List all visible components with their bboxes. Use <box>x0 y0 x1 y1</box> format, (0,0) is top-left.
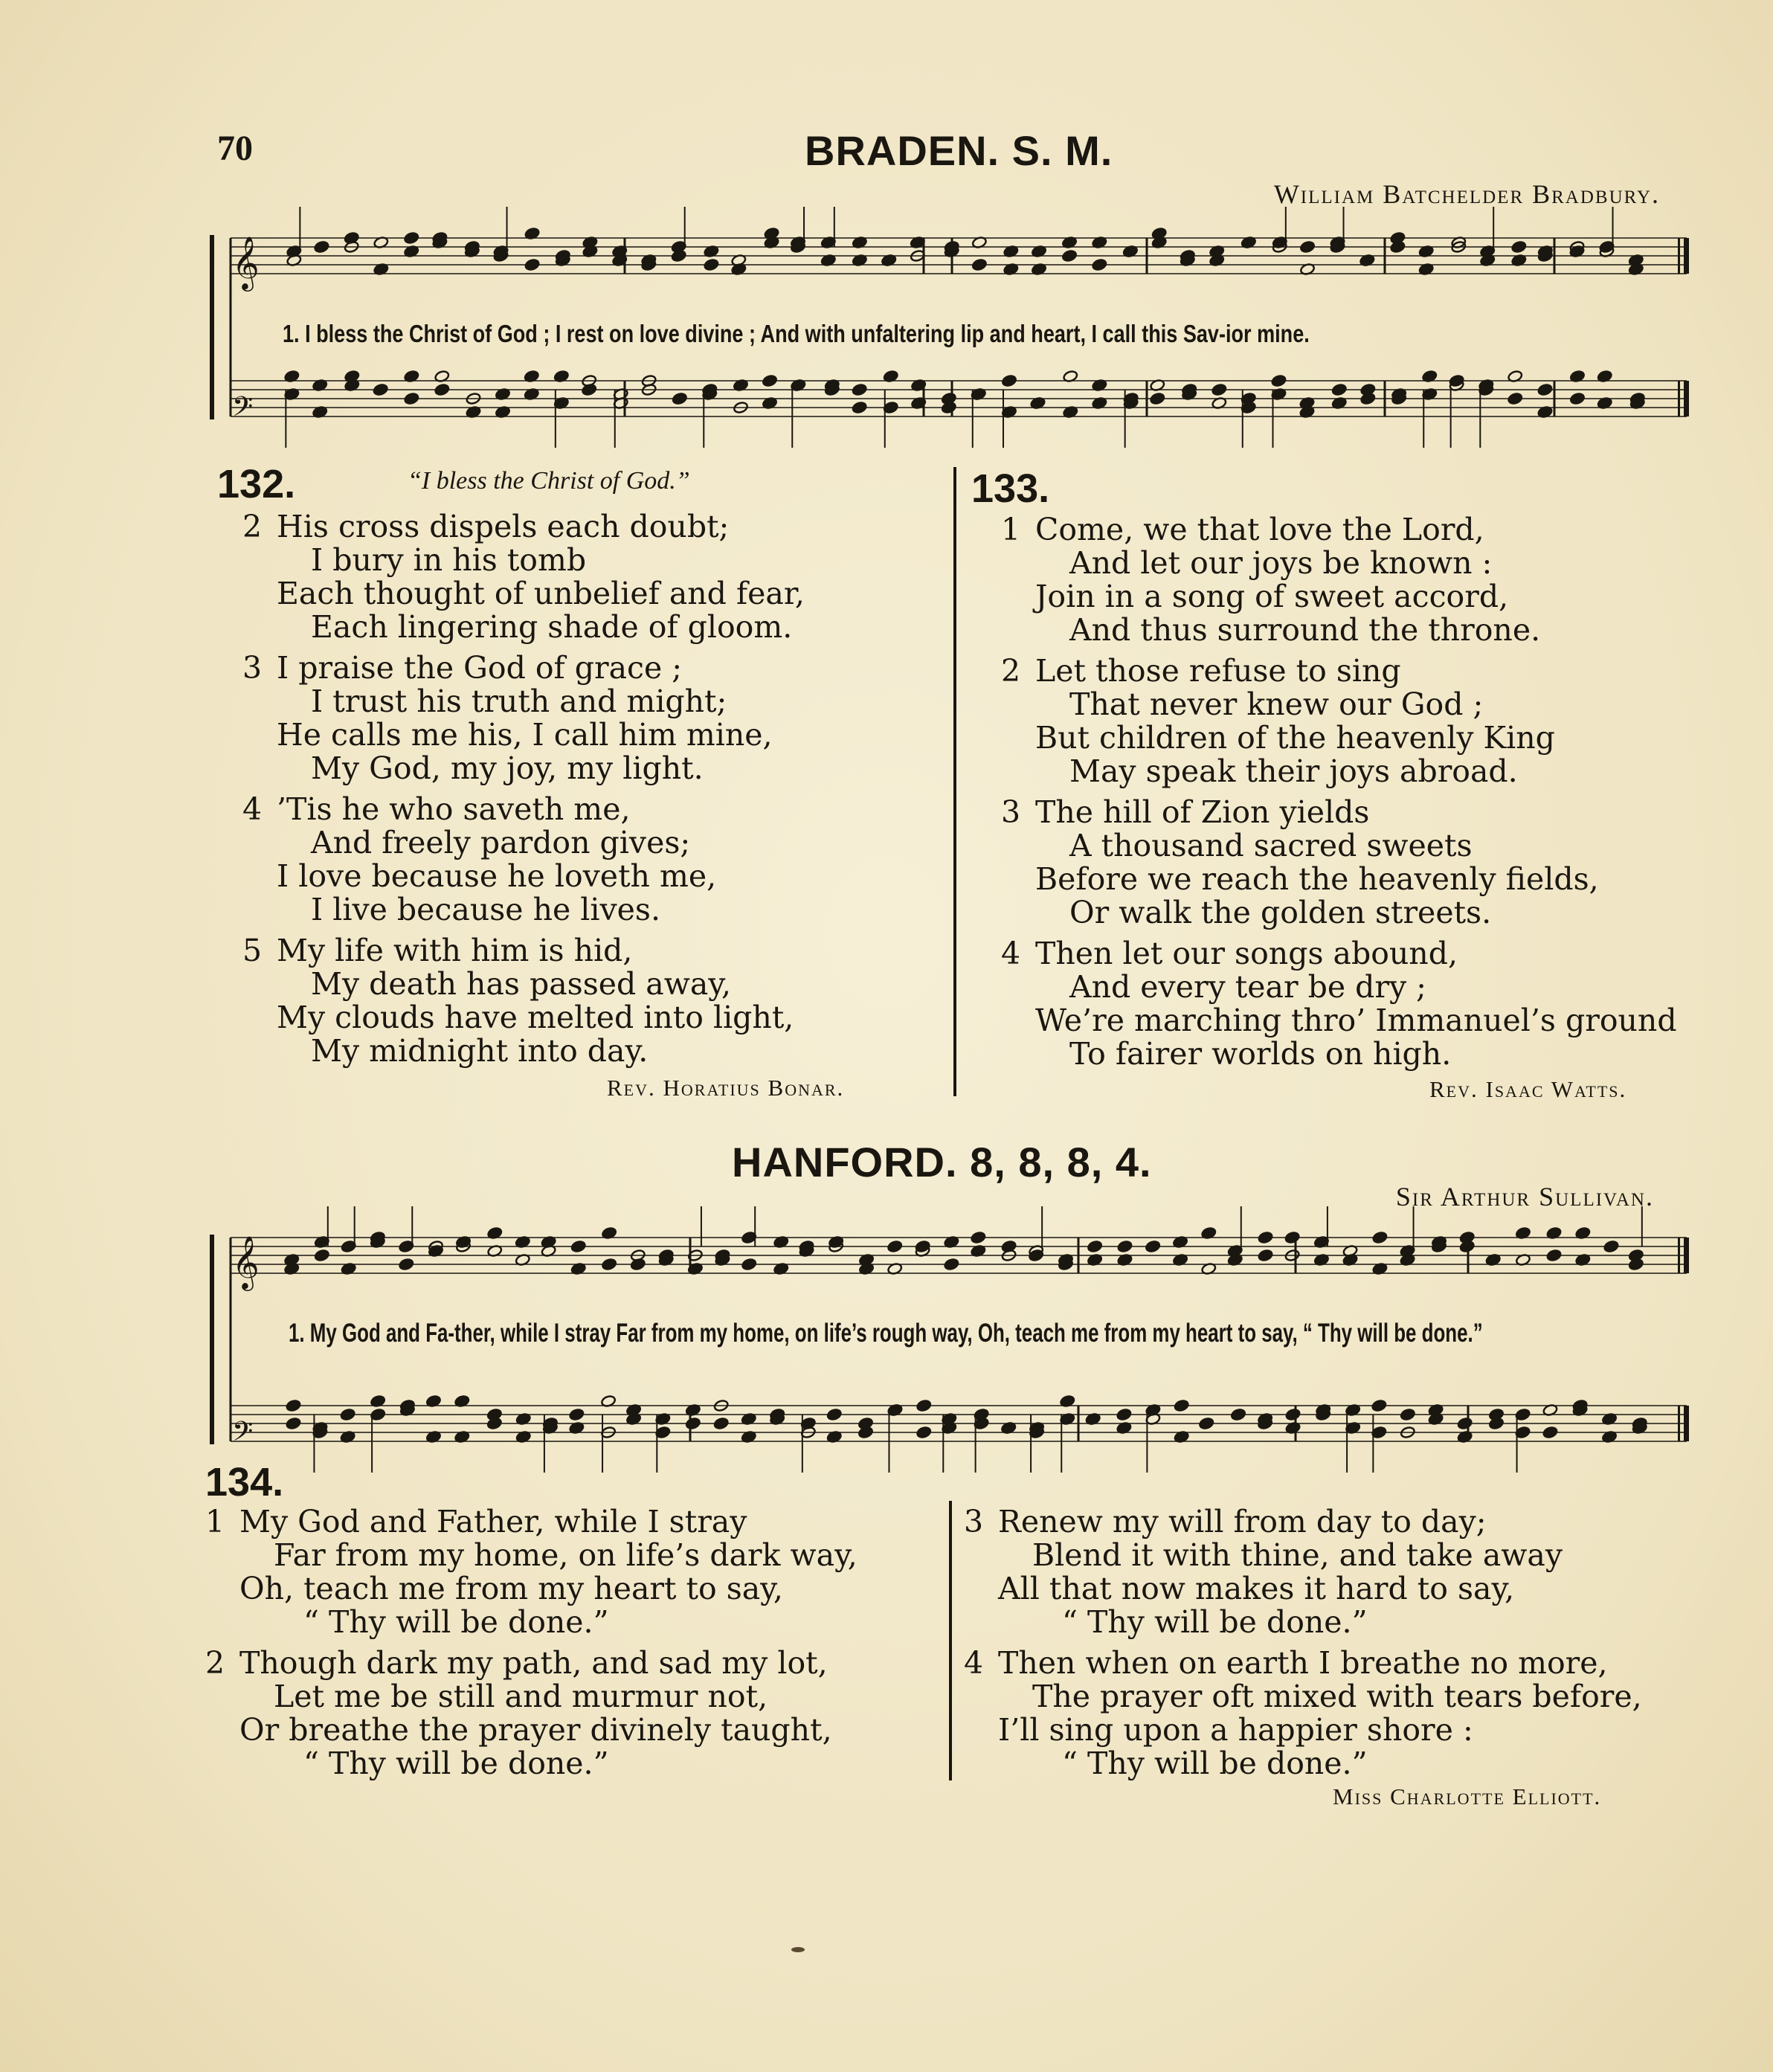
system-brace <box>210 235 214 419</box>
notehead <box>1371 1399 1387 1412</box>
verse-number: 2 <box>1001 653 1021 689</box>
verse-number: 4 <box>964 1645 984 1681</box>
verse-line: And thus surround the throne. <box>1069 612 1541 648</box>
verse-line: Oh, teach me from my heart to say, <box>239 1571 783 1606</box>
final-barline <box>1678 1406 1680 1441</box>
composer-hanford: Sir Arthur Sullivan. <box>1395 1182 1654 1212</box>
notehead <box>569 1408 585 1421</box>
notehead <box>762 374 777 387</box>
final-barline <box>1684 238 1689 274</box>
hymn-number-133: 133. <box>971 466 1050 511</box>
notehead <box>826 1408 842 1421</box>
notehead <box>404 231 419 244</box>
notehead <box>373 383 388 396</box>
verse-line <box>242 934 805 968</box>
hymn-133-author: Rev. Isaac Watts. <box>1429 1076 1627 1102</box>
final-barline <box>1684 381 1689 416</box>
verse-line: Each thought of unbelief and fear, <box>277 576 805 611</box>
verse-text: Renew my will from day to day; <box>998 1504 1487 1539</box>
tune-title-hanford: HANFORD. 8, 8, 8, 4. <box>732 1139 1152 1185</box>
final-barline <box>1684 1406 1689 1441</box>
system-brace <box>210 1235 214 1444</box>
verse-text: My God and Father, while I stray <box>239 1504 747 1539</box>
composer-braden: William Batchelder Bradbury. <box>1273 179 1660 209</box>
page-number: 70 <box>217 129 253 168</box>
notehead <box>1231 1408 1246 1421</box>
verse-line <box>964 1647 1642 1680</box>
notehead <box>1001 374 1017 387</box>
verse-line: I bury in his tomb <box>311 542 587 578</box>
notehead <box>1212 383 1227 396</box>
verse-line: I live because he lives. <box>311 892 660 927</box>
verse-line: My clouds have melted into light, <box>277 1000 794 1035</box>
hymn-132-author: Rev. Horatius Bonar. <box>607 1075 845 1101</box>
verse-text: Let those refuse to sing <box>1035 653 1401 689</box>
hymn-134-verses-left <box>205 1505 857 1788</box>
hymn-133-verses <box>1001 513 1677 1078</box>
verse-number: 2 <box>205 1645 225 1681</box>
notehead <box>1284 1231 1300 1243</box>
verse-line: “ Thy will be done.” <box>303 1604 609 1640</box>
treble-clef: 𝄞 <box>232 1235 260 1289</box>
verse-text: ’Tis he who saveth me, <box>277 791 631 827</box>
notehead <box>1150 392 1165 405</box>
verse-text: My life with him is hid, <box>277 933 633 968</box>
verse-line <box>1001 654 1677 688</box>
verse-stanza <box>1001 513 1677 647</box>
verse-line <box>205 1647 857 1680</box>
notehead <box>1542 1426 1558 1438</box>
verse-number: 5 <box>242 933 263 968</box>
hymn-134-author: Miss Charlotte Elliott. <box>1333 1783 1602 1809</box>
notehead <box>1507 392 1523 405</box>
verse-stanza <box>964 1505 1642 1639</box>
verse-number: 3 <box>1001 794 1021 830</box>
notehead <box>1087 1240 1103 1252</box>
notehead <box>852 401 867 414</box>
final-barline <box>1684 1238 1689 1273</box>
underlay-lyric-hanford: 1. My God and Fa-ther, while I stray Far from my home, on life’s rough way, Oh, teach me from my heart to say, “ Thy will be done.” <box>289 1319 1483 1348</box>
verse-line: My midnight into day. <box>311 1033 649 1069</box>
verse-line: Before we reach the heavenly fields, <box>1035 861 1599 897</box>
ink-speck <box>791 1947 805 1952</box>
notehead <box>602 1258 617 1270</box>
verse-stanza <box>205 1647 857 1780</box>
verse-line: “ Thy will be done.” <box>1062 1604 1368 1640</box>
verse-line <box>964 1505 1642 1539</box>
notehead <box>1546 1249 1562 1261</box>
verse-stanza <box>1001 937 1677 1071</box>
notehead <box>1285 1408 1301 1421</box>
notehead <box>1331 383 1347 396</box>
verse-stanza <box>242 793 805 927</box>
notehead <box>971 1231 986 1243</box>
verse-number: 4 <box>242 791 263 827</box>
notehead <box>314 1249 329 1261</box>
notehead <box>340 1408 355 1421</box>
notehead <box>399 1258 414 1270</box>
notehead <box>944 1258 959 1270</box>
verse-line: To fairer worlds on high. <box>1069 1036 1452 1072</box>
verse-stanza <box>1001 796 1677 930</box>
notehead <box>1116 1408 1132 1421</box>
verse-line <box>242 793 805 826</box>
treble-clef: 𝄞 <box>232 235 260 289</box>
notehead <box>286 1399 301 1412</box>
notehead <box>1145 1240 1161 1252</box>
verse-number: 2 <box>242 509 263 544</box>
verse-line: But children of the heavenly King <box>1035 720 1555 756</box>
verse-line: The prayer oft mixed with tears before, <box>1032 1679 1642 1714</box>
notehead <box>1117 1240 1133 1252</box>
notehead <box>1457 1417 1473 1429</box>
verse-line: All that now makes it hard to say, <box>998 1571 1515 1606</box>
final-barline <box>1678 381 1680 416</box>
notehead <box>1372 1231 1388 1243</box>
tune-title-braden: BRADEN. S. M. <box>805 127 1113 174</box>
bass-clef: 𝄢 <box>232 391 254 429</box>
verse-stanza <box>242 510 805 644</box>
verse-line <box>242 651 805 685</box>
notehead <box>1400 1408 1415 1421</box>
verse-text: Then let our songs abound, <box>1035 936 1458 971</box>
verse-line: That never knew our God ; <box>1069 686 1484 722</box>
notehead <box>852 383 867 396</box>
verse-line <box>1001 513 1677 547</box>
notehead <box>1271 374 1287 387</box>
verse-text: I praise the God of grace ; <box>277 650 683 686</box>
notehead <box>916 1426 932 1438</box>
notehead <box>916 1399 932 1412</box>
column-divider-134 <box>949 1501 952 1780</box>
notehead <box>404 392 419 405</box>
notehead <box>685 1417 701 1429</box>
bass-clef: 𝄢 <box>232 1416 254 1454</box>
notehead <box>1174 1399 1189 1412</box>
hymn-134-verses-right <box>964 1505 1642 1788</box>
verse-line: A thousand sacred sweets <box>1069 828 1473 863</box>
notehead <box>713 1417 729 1429</box>
notehead <box>1199 1417 1214 1429</box>
hymn-number-134: 134. <box>205 1460 284 1505</box>
final-barline <box>1678 238 1680 274</box>
verse-line <box>1001 937 1677 971</box>
verse-line: May speak their joys abroad. <box>1069 753 1518 789</box>
verse-number: 1 <box>1001 512 1021 547</box>
verse-line: Let me be still and murmur not, <box>274 1679 768 1714</box>
verse-line <box>242 510 805 544</box>
verse-line: And freely pardon gives; <box>311 825 691 860</box>
notehead <box>1511 240 1527 253</box>
notehead <box>971 258 987 271</box>
verse-stanza <box>964 1647 1642 1780</box>
notehead <box>1537 383 1553 396</box>
notehead <box>741 1258 757 1270</box>
verse-stanza <box>205 1505 857 1639</box>
notehead <box>434 383 450 396</box>
verse-line: Blend it with thine, and take away <box>1032 1537 1563 1573</box>
notehead <box>887 1240 903 1252</box>
hymn-132-epigraph: “I bless the Christ of God.” <box>408 467 690 495</box>
notehead <box>704 258 719 271</box>
notehead <box>1092 258 1107 271</box>
verse-number: 3 <box>964 1504 984 1539</box>
verse-line: I love because he loveth me, <box>277 858 717 894</box>
verse-stanza <box>242 934 805 1068</box>
notehead <box>1062 249 1078 262</box>
notehead <box>286 1417 301 1429</box>
notehead <box>1300 240 1316 253</box>
verse-line: Or breathe the prayer divinely taught, <box>239 1712 832 1748</box>
verse-line: And every tear be dry ; <box>1069 969 1426 1005</box>
verse-text: Then when on earth I breathe no more, <box>998 1645 1608 1681</box>
verse-number: 3 <box>242 650 263 686</box>
verse-line: We’re marching thro’ Immanuel’s ground <box>1035 1003 1677 1038</box>
verse-line: Join in a song of sweet accord, <box>1035 579 1509 614</box>
verse-text: Come, we that love the Lord, <box>1035 512 1484 547</box>
notehead <box>570 1240 586 1252</box>
notehead <box>1569 392 1585 405</box>
verse-line: Far from my home, on life’s dark way, <box>274 1537 857 1573</box>
notehead <box>672 392 687 405</box>
notehead <box>314 240 329 253</box>
verse-line: He calls me his, I call him mine, <box>277 717 773 753</box>
verse-stanza <box>1001 654 1677 788</box>
verse-line: I trust his truth and might; <box>311 683 727 719</box>
verse-line <box>205 1505 857 1539</box>
verse-stanza <box>242 651 805 785</box>
column-divider <box>953 467 956 1096</box>
verse-line: Each lingering shade of gloom. <box>311 609 793 645</box>
verse-line: And let our joys be known : <box>1069 545 1493 581</box>
verse-text: The hill of Zion yields <box>1035 794 1370 830</box>
verse-line: My death has passed away, <box>311 966 732 1002</box>
verse-line: “ Thy will be done.” <box>303 1746 609 1781</box>
hymn-132-verses <box>242 510 805 1075</box>
notehead <box>524 258 540 271</box>
notehead <box>1258 1231 1273 1243</box>
final-barline <box>1678 1238 1680 1273</box>
verse-number: 1 <box>205 1504 225 1539</box>
verse-line: My God, my joy, my light. <box>311 750 704 786</box>
underlay-lyric-braden: 1. I bless the Christ of God ; I rest on love divine ; And with unfaltering lip and heart, I call this Sav-ior mine. <box>283 320 1310 347</box>
notehead <box>1258 1249 1273 1261</box>
verse-line: Or walk the golden streets. <box>1069 895 1492 930</box>
verse-number: 4 <box>1001 936 1021 971</box>
hymn-number-132: 132. <box>217 462 296 506</box>
verse-line: I’ll sing upon a happier shore : <box>998 1712 1473 1748</box>
verse-text: His cross dispels each doubt; <box>277 509 730 544</box>
verse-line <box>1001 796 1677 829</box>
notehead <box>1603 1240 1619 1252</box>
verse-text: Though dark my path, and sad my lot, <box>239 1645 828 1681</box>
verse-line: “ Thy will be done.” <box>1062 1746 1368 1781</box>
